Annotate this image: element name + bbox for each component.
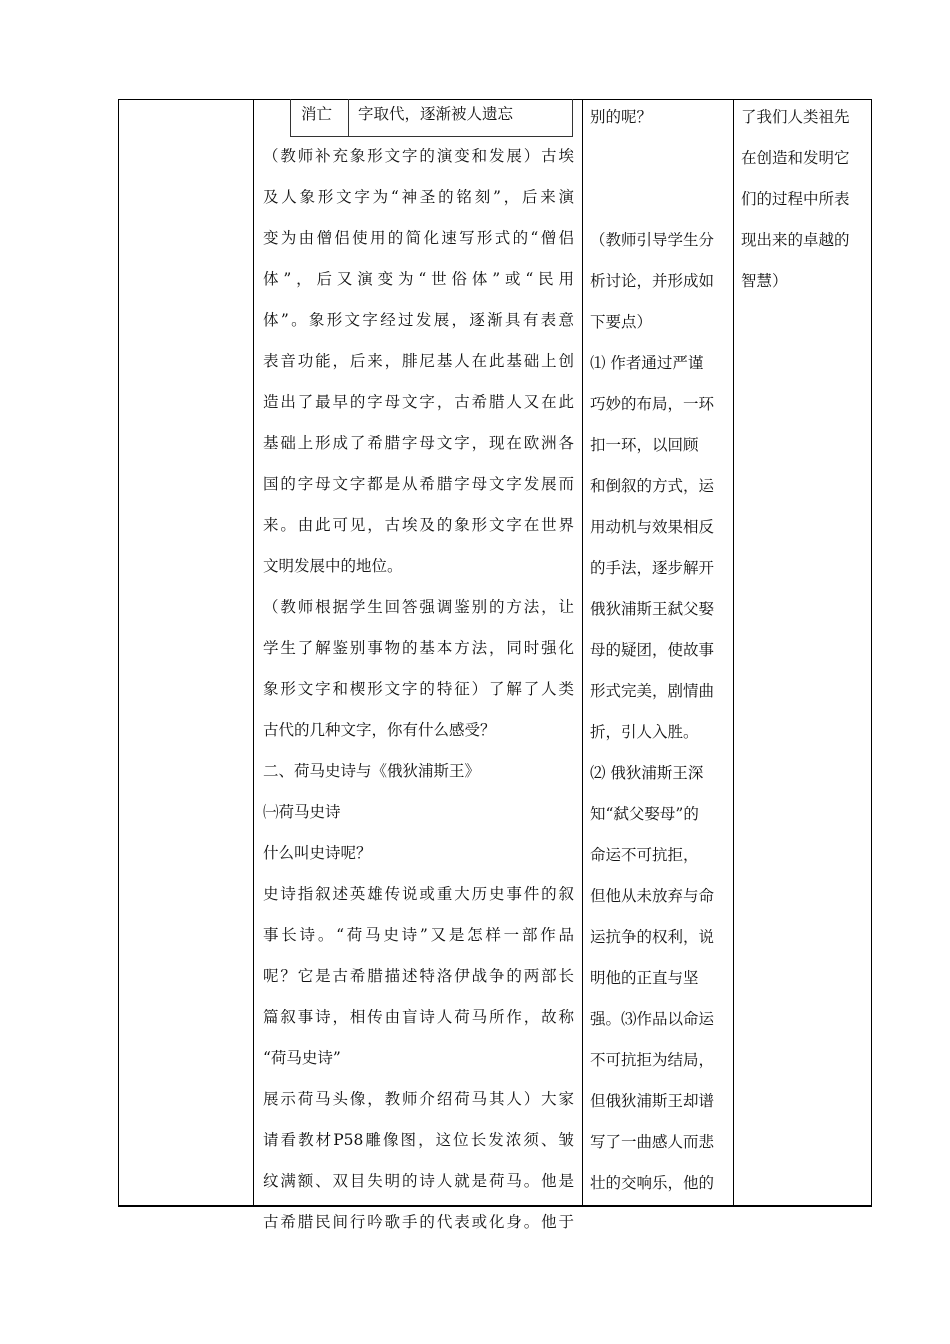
text-line: 智慧） bbox=[741, 272, 788, 290]
text-line: 体”，后又演变为“世俗体”或“民用 bbox=[263, 270, 574, 288]
text-line: 在创造和发明它 bbox=[741, 149, 850, 167]
text-line: 学生了解鉴别事物的基本方法，同时强化 bbox=[263, 639, 574, 657]
text-line: 事长诗。“荷马史诗”又是怎样一部作品 bbox=[263, 926, 574, 944]
text-line: 请看教材P58雕像图，这位长发浓须、皱 bbox=[263, 1131, 574, 1149]
inner-table-cell: 消亡 bbox=[301, 105, 333, 123]
text-line: 国的字母文字都是从希腊字母文字发展而 bbox=[263, 475, 574, 493]
text-line: 篇叙事诗，相传由盲诗人荷马所作，故称 bbox=[263, 1008, 574, 1026]
text-line: ⑴ 作者通过严谨 bbox=[590, 354, 704, 372]
text-line: 别的呢？ bbox=[590, 108, 653, 126]
text-line: 文明发展中的地位。 bbox=[263, 557, 403, 575]
text-line: 强。⑶作品以命运 bbox=[590, 1010, 715, 1028]
text-line: 但俄狄浦斯王却谱 bbox=[590, 1092, 715, 1110]
text-line: 呢？它是古希腊描述特洛伊战争的两部长 bbox=[263, 967, 574, 985]
text-line bbox=[590, 138, 726, 179]
text-line: 和倒叙的方式，运 bbox=[590, 477, 715, 495]
table-divider-3 bbox=[733, 99, 734, 1206]
inner-table-divider bbox=[348, 99, 349, 137]
text-line: 的手法，逐步解开 bbox=[590, 559, 715, 577]
text-line: （教师引导学生分 bbox=[590, 231, 715, 249]
text-line: 基础上形成了希腊字母文字，现在欧洲各 bbox=[263, 434, 574, 452]
inner-table-cell: 字取代，逐渐被人遗忘 bbox=[358, 105, 514, 123]
text-line: “荷马史诗” bbox=[263, 1049, 341, 1067]
text-line: 扣一环，以回顾 bbox=[590, 436, 699, 454]
text-line: 史诗指叙述英雄传说或重大历史事件的叙 bbox=[263, 885, 574, 903]
text-line: 纹满额、双目失明的诗人就是荷马。他是 bbox=[263, 1172, 574, 1190]
table-border-left bbox=[118, 99, 119, 1206]
text-line: 但他从未放弃与命 bbox=[590, 887, 715, 905]
text-line: 命运不可抗拒， bbox=[590, 846, 699, 864]
text-line: 析讨论，并形成如 bbox=[590, 272, 715, 290]
text-line: 们的过程中所表 bbox=[741, 190, 850, 208]
teaching-process-column bbox=[263, 136, 574, 1243]
text-line: （教师根据学生回答强调鉴别的方法，让 bbox=[263, 598, 574, 616]
text-line: 及人象形文字为“神圣的铭刻”，后来演 bbox=[263, 188, 574, 206]
table-divider-1 bbox=[253, 99, 254, 1206]
text-line: 写了一曲感人而悲 bbox=[590, 1133, 715, 1151]
text-line: （教师补充象形文字的演变和发展）古埃 bbox=[263, 147, 574, 165]
text-line: 体”。象形文字经过发展，逐渐具有表意 bbox=[263, 311, 574, 329]
text-line: 母的疑团，使故事 bbox=[590, 641, 715, 659]
text-line: 古代的几种文字，你有什么感受？ bbox=[263, 721, 496, 739]
text-line: 不可抗拒为结局， bbox=[590, 1051, 715, 1069]
text-line bbox=[590, 179, 726, 220]
text-line: 知“弑父娶母”的 bbox=[590, 805, 699, 823]
text-line: 用动机与效果相反 bbox=[590, 518, 715, 536]
text-line: 展示荷马头像，教师介绍荷马其人）大家 bbox=[263, 1090, 574, 1108]
text-line: 了我们人类祖先 bbox=[741, 108, 850, 126]
text-line: 二、荷马史诗与《俄狄浦斯王》 bbox=[263, 762, 481, 780]
text-line: 现出来的卓越的 bbox=[741, 231, 850, 249]
text-line: ⑵ 俄狄浦斯王深 bbox=[590, 764, 704, 782]
text-line: 明他的正直与坚 bbox=[590, 969, 699, 987]
design-intent-column bbox=[741, 97, 865, 302]
text-line: 造出了最早的字母文字，古希腊人又在此 bbox=[263, 393, 574, 411]
text-line: 古希腊民间行吟歌手的代表或化身。他于 bbox=[263, 1213, 574, 1231]
text-line: 形式完美，剧情曲 bbox=[590, 682, 715, 700]
text-line: 来。由此可见，古埃及的象形文字在世界 bbox=[263, 516, 574, 534]
text-line: 巧妙的布局，一环 bbox=[590, 395, 715, 413]
text-line: ㈠荷马史诗 bbox=[263, 803, 341, 821]
text-line: 壮的交响乐，他的 bbox=[590, 1174, 715, 1192]
table-border-right bbox=[871, 99, 872, 1206]
text-line: 俄狄浦斯王弑父娶 bbox=[590, 600, 715, 618]
text-line: 折，引人入胜。 bbox=[590, 723, 699, 741]
text-line: 什么叫史诗呢？ bbox=[263, 844, 372, 862]
student-activity-column bbox=[590, 97, 726, 1204]
text-line: 运抗争的权利，说 bbox=[590, 928, 715, 946]
text-line: 表音功能，后来，腓尼基人在此基础上创 bbox=[263, 352, 574, 370]
text-line: 象形文字和楔形文字的特征）了解了人类 bbox=[263, 680, 574, 698]
table-divider-2 bbox=[582, 99, 583, 1206]
text-line: 变为由僧侣使用的简化速写形式的“僧侣 bbox=[263, 229, 574, 247]
text-line: 下要点） bbox=[590, 313, 653, 331]
